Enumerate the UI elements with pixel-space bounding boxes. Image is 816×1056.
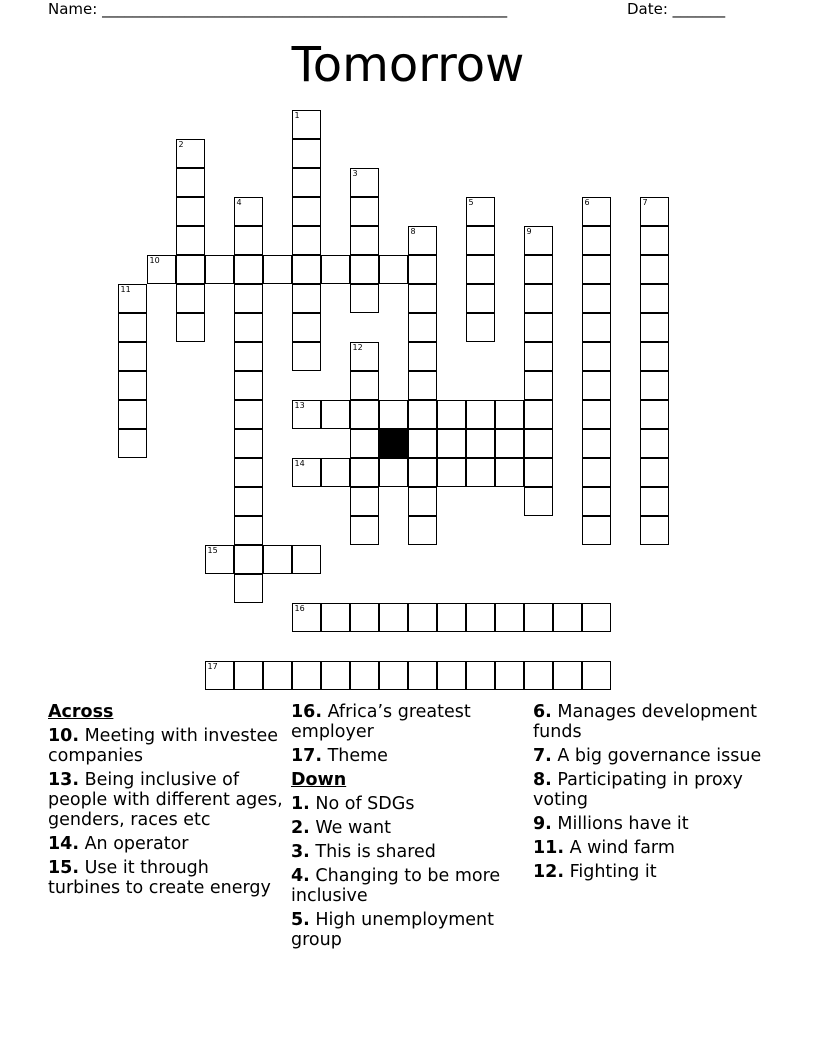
crossword-cell[interactable] <box>234 516 263 545</box>
crossword-cell[interactable] <box>292 139 321 168</box>
crossword-cell[interactable] <box>118 400 147 429</box>
clue-number: 3 <box>352 168 358 178</box>
clue-item-number: 15. <box>48 858 80 878</box>
crossword-cell[interactable] <box>205 661 234 690</box>
crossword-cell[interactable] <box>640 197 669 226</box>
crossword-cell[interactable] <box>350 226 379 255</box>
crossword-cell[interactable] <box>234 197 263 226</box>
crossword-cell[interactable] <box>524 313 553 342</box>
clue-item-text: We want <box>309 818 391 838</box>
clue-item <box>48 834 283 854</box>
crossword-cell[interactable] <box>524 226 553 255</box>
crossword-cell[interactable] <box>524 603 553 632</box>
clue-item-text: This is shared <box>309 842 436 862</box>
crossword-cell[interactable] <box>408 342 437 371</box>
crossword-cell[interactable] <box>495 458 524 487</box>
crossword-cell[interactable] <box>205 545 234 574</box>
crossword-cell[interactable] <box>118 429 147 458</box>
crossword-cell[interactable] <box>408 284 437 313</box>
clue-item-text: Millions have it <box>551 814 689 834</box>
crossword-cell[interactable] <box>582 255 611 284</box>
crossword-cell[interactable] <box>234 429 263 458</box>
crossword-cell[interactable] <box>234 255 263 284</box>
clue-item <box>48 770 283 830</box>
crossword-cell[interactable] <box>379 458 408 487</box>
crossword-cell[interactable] <box>495 661 524 690</box>
crossword-cell[interactable] <box>176 313 205 342</box>
crossword-cell[interactable] <box>553 603 582 632</box>
crossword-cell[interactable] <box>640 371 669 400</box>
clue-item-number: 17. <box>291 746 323 766</box>
crossword-cell[interactable] <box>292 545 321 574</box>
crossword-cell[interactable] <box>582 400 611 429</box>
clue-number: 11 <box>120 284 131 294</box>
clue-item-text: A big governance issue <box>551 746 762 766</box>
crossword-cell[interactable] <box>292 342 321 371</box>
clue-item <box>533 814 768 834</box>
crossword-cell[interactable] <box>524 661 553 690</box>
crossword-cell[interactable] <box>350 342 379 371</box>
crossword-cell[interactable] <box>582 487 611 516</box>
crossword-cell[interactable] <box>640 429 669 458</box>
crossword-cell[interactable] <box>350 400 379 429</box>
crossword-cell[interactable] <box>466 458 495 487</box>
crossword-cell[interactable] <box>321 458 350 487</box>
clue-number: 14 <box>294 458 305 468</box>
crossword-cell[interactable] <box>292 110 321 139</box>
crossword-cell[interactable] <box>292 458 321 487</box>
clue-item-number: 13. <box>48 770 80 790</box>
crossword-cell[interactable] <box>408 255 437 284</box>
clue-item-text: Participating in proxy voting <box>533 770 743 810</box>
crossword-cell[interactable] <box>582 313 611 342</box>
clue-item <box>291 746 526 766</box>
crossword-cell[interactable] <box>495 429 524 458</box>
crossword-cell[interactable] <box>234 574 263 603</box>
crossword-cell[interactable] <box>118 371 147 400</box>
crossword-cell[interactable] <box>640 226 669 255</box>
crossword-cell[interactable] <box>524 458 553 487</box>
clue-item <box>533 770 768 810</box>
clue-item-number: 4. <box>291 866 310 886</box>
clue-item <box>48 726 283 766</box>
crossword-cell[interactable] <box>292 168 321 197</box>
crossword-cell[interactable] <box>350 516 379 545</box>
crossword-cell[interactable] <box>350 458 379 487</box>
crossword-cell[interactable] <box>408 516 437 545</box>
crossword-cell[interactable] <box>379 400 408 429</box>
crossword-cell[interactable] <box>582 342 611 371</box>
crossword-cell[interactable] <box>350 168 379 197</box>
clue-item-number: 7. <box>533 746 552 766</box>
crossword-cell[interactable] <box>466 197 495 226</box>
crossword-cell[interactable] <box>292 603 321 632</box>
crossword-cell[interactable] <box>437 458 466 487</box>
clue-item-text: Manages development funds <box>533 702 758 742</box>
crossword-cell[interactable] <box>437 661 466 690</box>
clue-item-number: 16. <box>291 702 323 722</box>
crossword-cell[interactable] <box>321 603 350 632</box>
crossword-cell[interactable] <box>292 255 321 284</box>
crossword-cell[interactable] <box>176 168 205 197</box>
clue-item-text: High unemployment group <box>291 910 494 950</box>
crossword-cell[interactable] <box>350 255 379 284</box>
crossword-cell[interactable] <box>292 226 321 255</box>
crossword-cell[interactable] <box>582 371 611 400</box>
crossword-cell[interactable] <box>640 400 669 429</box>
clue-number: 7 <box>642 197 648 207</box>
clue-number: 2 <box>178 139 184 149</box>
clue-item <box>533 862 768 882</box>
crossword-cell[interactable] <box>234 371 263 400</box>
clue-item-text: A wind farm <box>564 838 675 858</box>
crossword-cell[interactable] <box>292 400 321 429</box>
crossword-cell[interactable] <box>495 400 524 429</box>
clue-item-text: Theme <box>322 746 388 766</box>
crossword-cell[interactable] <box>408 661 437 690</box>
crossword-cell[interactable] <box>176 284 205 313</box>
crossword-cell[interactable] <box>350 371 379 400</box>
clue-number: 1 <box>294 110 300 120</box>
clue-number: 10 <box>149 255 160 265</box>
clue-section-heading: Across <box>48 702 114 722</box>
crossword-cell[interactable] <box>524 400 553 429</box>
clue-item <box>291 818 526 838</box>
clue-item <box>291 842 526 862</box>
clue-item <box>533 702 768 742</box>
crossword-cell[interactable] <box>292 197 321 226</box>
crossword-cell[interactable] <box>582 603 611 632</box>
crossword-cell[interactable] <box>524 255 553 284</box>
crossword-cell[interactable] <box>437 400 466 429</box>
clue-item-text: Fighting it <box>564 862 657 882</box>
crossword-cell[interactable] <box>321 255 350 284</box>
clue-item-number: 14. <box>48 834 80 854</box>
clue-item-text: Changing to be more inclusive <box>291 866 501 906</box>
clue-number: 9 <box>526 226 532 236</box>
crossword-cell[interactable] <box>524 284 553 313</box>
crossword-cell[interactable] <box>582 516 611 545</box>
clue-item-number: 5. <box>291 910 310 930</box>
crossword-cell[interactable] <box>408 226 437 255</box>
crossword-cell[interactable] <box>118 284 147 313</box>
clue-column-1 <box>48 702 283 902</box>
crossword-cell[interactable] <box>408 603 437 632</box>
crossword-cell[interactable] <box>176 255 205 284</box>
crossword-cell[interactable] <box>263 545 292 574</box>
crossword-cell[interactable] <box>234 458 263 487</box>
crossword-cell[interactable] <box>234 661 263 690</box>
clue-number: 4 <box>236 197 242 207</box>
crossword-cell[interactable] <box>263 661 292 690</box>
clue-column-3 <box>533 702 768 886</box>
clue-item-text: Use it through turbines to create energy <box>48 858 271 898</box>
crossword-cell[interactable] <box>321 661 350 690</box>
clue-number: 12 <box>352 342 363 352</box>
crossword-cell[interactable] <box>524 429 553 458</box>
crossword-cell[interactable] <box>466 284 495 313</box>
clue-item <box>533 838 768 858</box>
crossword-cell[interactable] <box>350 284 379 313</box>
crossword-cell[interactable] <box>292 313 321 342</box>
crossword-cell[interactable] <box>582 429 611 458</box>
clue-item <box>291 702 526 742</box>
crossword-cell[interactable] <box>582 661 611 690</box>
clue-number: 5 <box>468 197 474 207</box>
crossword-cell[interactable] <box>408 429 437 458</box>
clue-item-text: Africa’s greatest employer <box>291 702 471 742</box>
clue-item-number: 10. <box>48 726 80 746</box>
crossword-cell[interactable] <box>408 458 437 487</box>
clue-item <box>291 866 526 906</box>
clue-item <box>291 910 526 950</box>
crossword-cell[interactable] <box>437 429 466 458</box>
crossword-cell[interactable] <box>640 255 669 284</box>
crossword-cell[interactable] <box>640 458 669 487</box>
crossword-cell[interactable] <box>176 139 205 168</box>
crossword-cell[interactable] <box>205 255 234 284</box>
crossword-cell[interactable] <box>176 197 205 226</box>
date-field-label: Date: _______ <box>627 0 726 18</box>
clue-item-number: 12. <box>533 862 565 882</box>
crossword-cell[interactable] <box>292 284 321 313</box>
crossword-cell[interactable] <box>350 603 379 632</box>
clue-item-number: 9. <box>533 814 552 834</box>
crossword-cell[interactable] <box>408 487 437 516</box>
clue-number: 17 <box>207 661 218 671</box>
clue-item-number: 6. <box>533 702 552 722</box>
clue-number: 13 <box>294 400 305 410</box>
crossword-cell[interactable] <box>118 313 147 342</box>
crossword-block-cell <box>379 429 408 458</box>
clue-item-number: 3. <box>291 842 310 862</box>
crossword-cell[interactable] <box>640 284 669 313</box>
clue-number: 8 <box>410 226 416 236</box>
crossword-cell[interactable] <box>408 313 437 342</box>
crossword-cell[interactable] <box>350 197 379 226</box>
crossword-cell[interactable] <box>466 226 495 255</box>
clue-item <box>533 746 768 766</box>
crossword-cell[interactable] <box>524 371 553 400</box>
crossword-cell[interactable] <box>466 661 495 690</box>
crossword-cell[interactable] <box>350 661 379 690</box>
crossword-cell[interactable] <box>640 342 669 371</box>
clue-number: 6 <box>584 197 590 207</box>
clue-item-number: 8. <box>533 770 552 790</box>
crossword-cell[interactable] <box>466 603 495 632</box>
crossword-cell[interactable] <box>524 342 553 371</box>
crossword-cell[interactable] <box>234 313 263 342</box>
crossword-cell[interactable] <box>379 661 408 690</box>
crossword-cell[interactable] <box>234 400 263 429</box>
crossword-cell[interactable] <box>640 313 669 342</box>
crossword-cell[interactable] <box>495 603 524 632</box>
crossword-cell[interactable] <box>350 429 379 458</box>
crossword-cell[interactable] <box>466 313 495 342</box>
clue-item-number: 1. <box>291 794 310 814</box>
crossword-cell[interactable] <box>466 429 495 458</box>
crossword-cell[interactable] <box>292 661 321 690</box>
crossword-cell[interactable] <box>379 603 408 632</box>
clue-item-text: Being inclusive of people with different ages, genders, races etc <box>48 770 283 830</box>
clue-item <box>291 794 526 814</box>
crossword-cell[interactable] <box>466 400 495 429</box>
crossword-cell[interactable] <box>118 342 147 371</box>
clue-number: 15 <box>207 545 218 555</box>
crossword-cell[interactable] <box>234 487 263 516</box>
clue-item-number: 11. <box>533 838 565 858</box>
crossword-cell[interactable] <box>147 255 176 284</box>
crossword-cell[interactable] <box>582 226 611 255</box>
crossword-cell[interactable] <box>176 226 205 255</box>
clue-item <box>48 858 283 898</box>
page-title: Tomorrow <box>291 37 525 93</box>
clue-item-text: No of SDGs <box>309 794 415 814</box>
clue-number: 16 <box>294 603 305 613</box>
crossword-cell[interactable] <box>234 342 263 371</box>
crossword-cell[interactable] <box>640 487 669 516</box>
crossword-cell[interactable] <box>408 371 437 400</box>
crossword-cell[interactable] <box>234 545 263 574</box>
clue-section-heading: Down <box>291 770 347 790</box>
crossword-cell[interactable] <box>582 197 611 226</box>
crossword-cell[interactable] <box>234 284 263 313</box>
clue-column-2 <box>291 702 526 954</box>
crossword-cell[interactable] <box>582 284 611 313</box>
crossword-cell[interactable] <box>408 400 437 429</box>
crossword-cell[interactable] <box>350 487 379 516</box>
crossword-cell[interactable] <box>263 255 292 284</box>
crossword-cell[interactable] <box>640 516 669 545</box>
crossword-cell[interactable] <box>379 255 408 284</box>
crossword-cell[interactable] <box>321 400 350 429</box>
crossword-cell[interactable] <box>437 603 466 632</box>
name-field-label: Name: ______________________________________________________ <box>48 0 508 18</box>
clue-item-text: Meeting with investee companies <box>48 726 278 766</box>
crossword-cell[interactable] <box>234 226 263 255</box>
crossword-cell[interactable] <box>582 458 611 487</box>
crossword-cell[interactable] <box>553 661 582 690</box>
crossword-cell[interactable] <box>524 487 553 516</box>
clue-item-number: 2. <box>291 818 310 838</box>
clue-item-text: An operator <box>79 834 189 854</box>
crossword-cell[interactable] <box>466 255 495 284</box>
